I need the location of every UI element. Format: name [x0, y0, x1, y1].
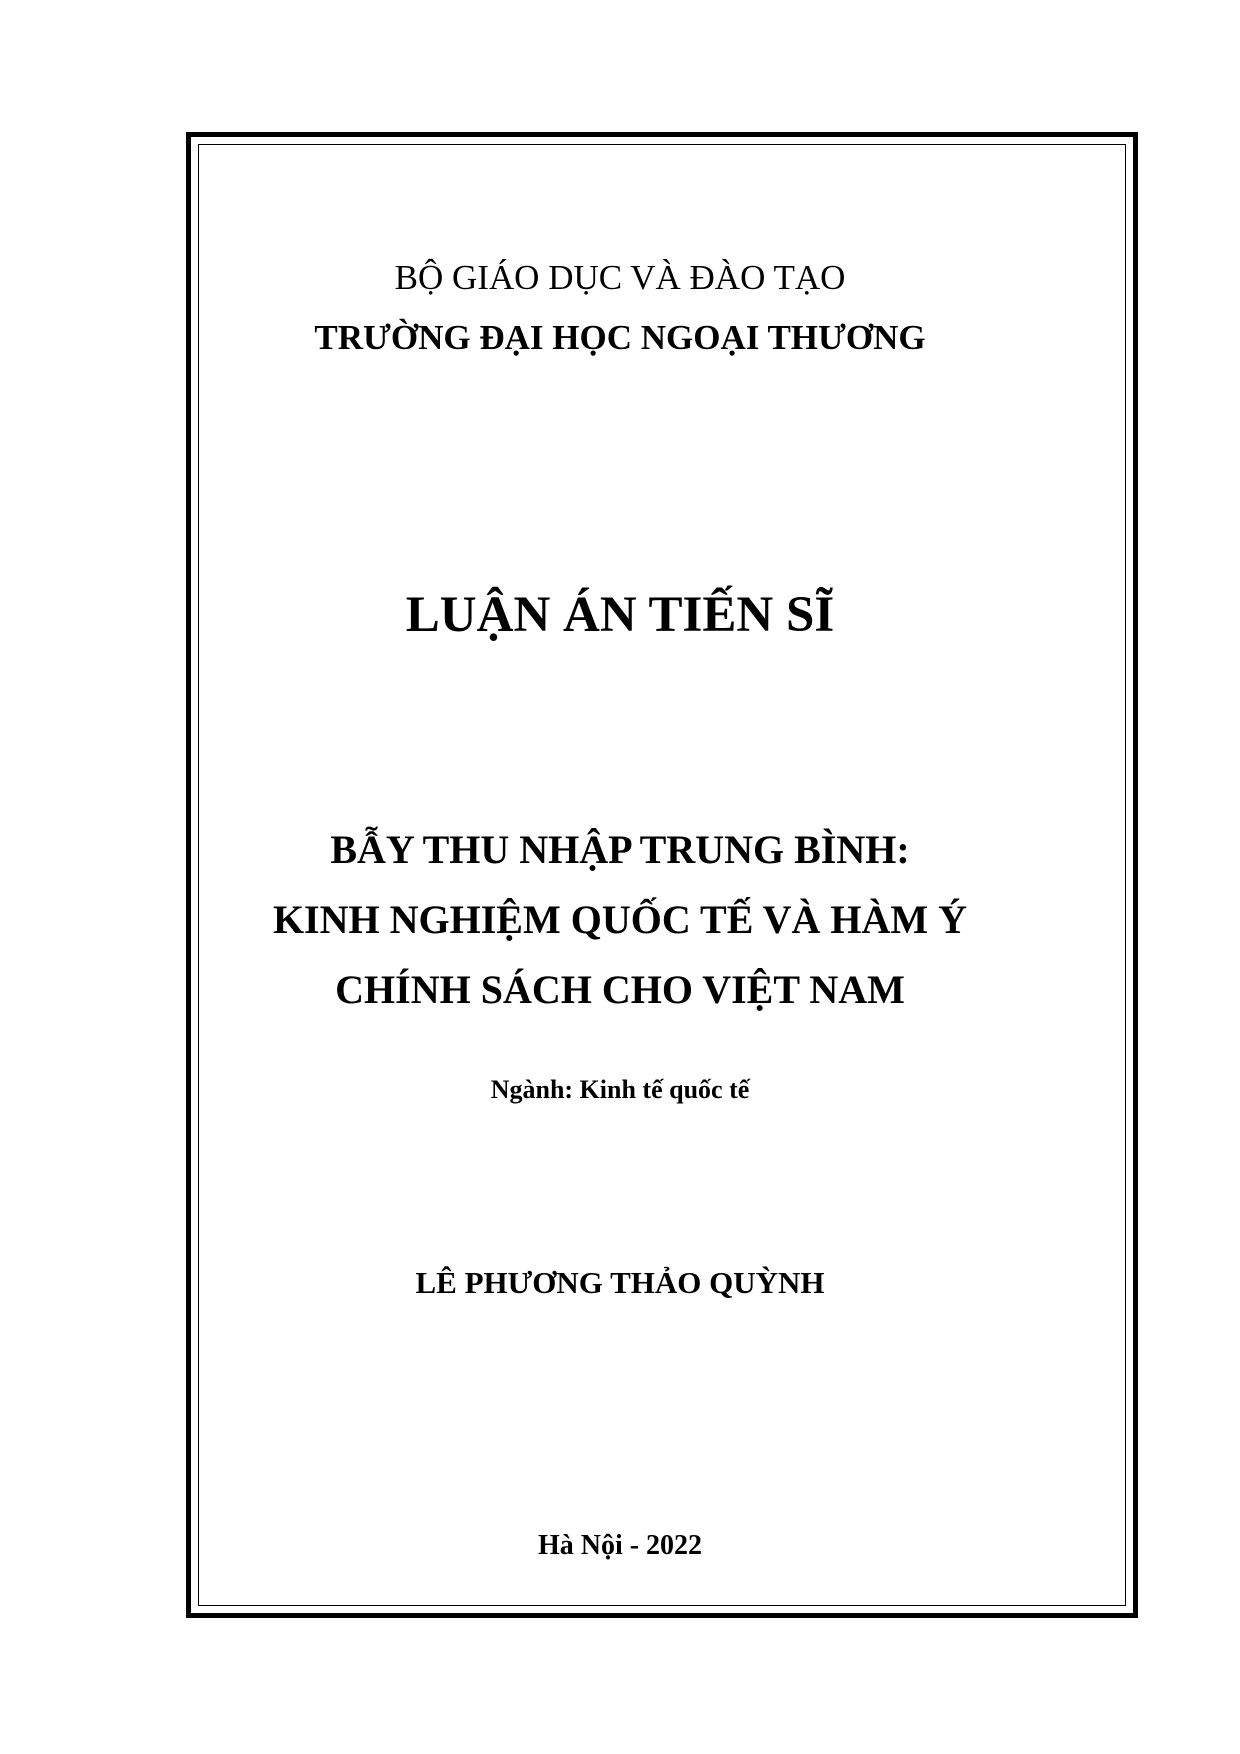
major-field: Ngành: Kinh tế quốc tế: [490, 1075, 750, 1104]
author-name: LÊ PHƯƠNG THẢO QUỲNH: [415, 1265, 825, 1300]
degree-type: LUẬN ÁN TIẾN SĨ: [405, 587, 835, 643]
thesis-title-line-2: KINH NGHIỆM QUỐC TẾ VÀ HÀM Ý: [272, 897, 968, 942]
thesis-title-line-3: CHÍNH SÁCH CHO VIỆT NAM: [335, 967, 905, 1012]
university-name: TRƯỜNG ĐẠI HỌC NGOẠI THƯƠNG: [314, 318, 926, 357]
place-and-year: Hà Nội - 2022: [537, 1530, 703, 1561]
thesis-title: [0, 815, 1240, 1025]
thesis-title-line-1: BẪY THU NHẬP TRUNG BÌNH:: [330, 827, 910, 872]
ministry-name: BỘ GIÁO DỤC VÀ ĐÀO TẠO: [394, 258, 846, 297]
